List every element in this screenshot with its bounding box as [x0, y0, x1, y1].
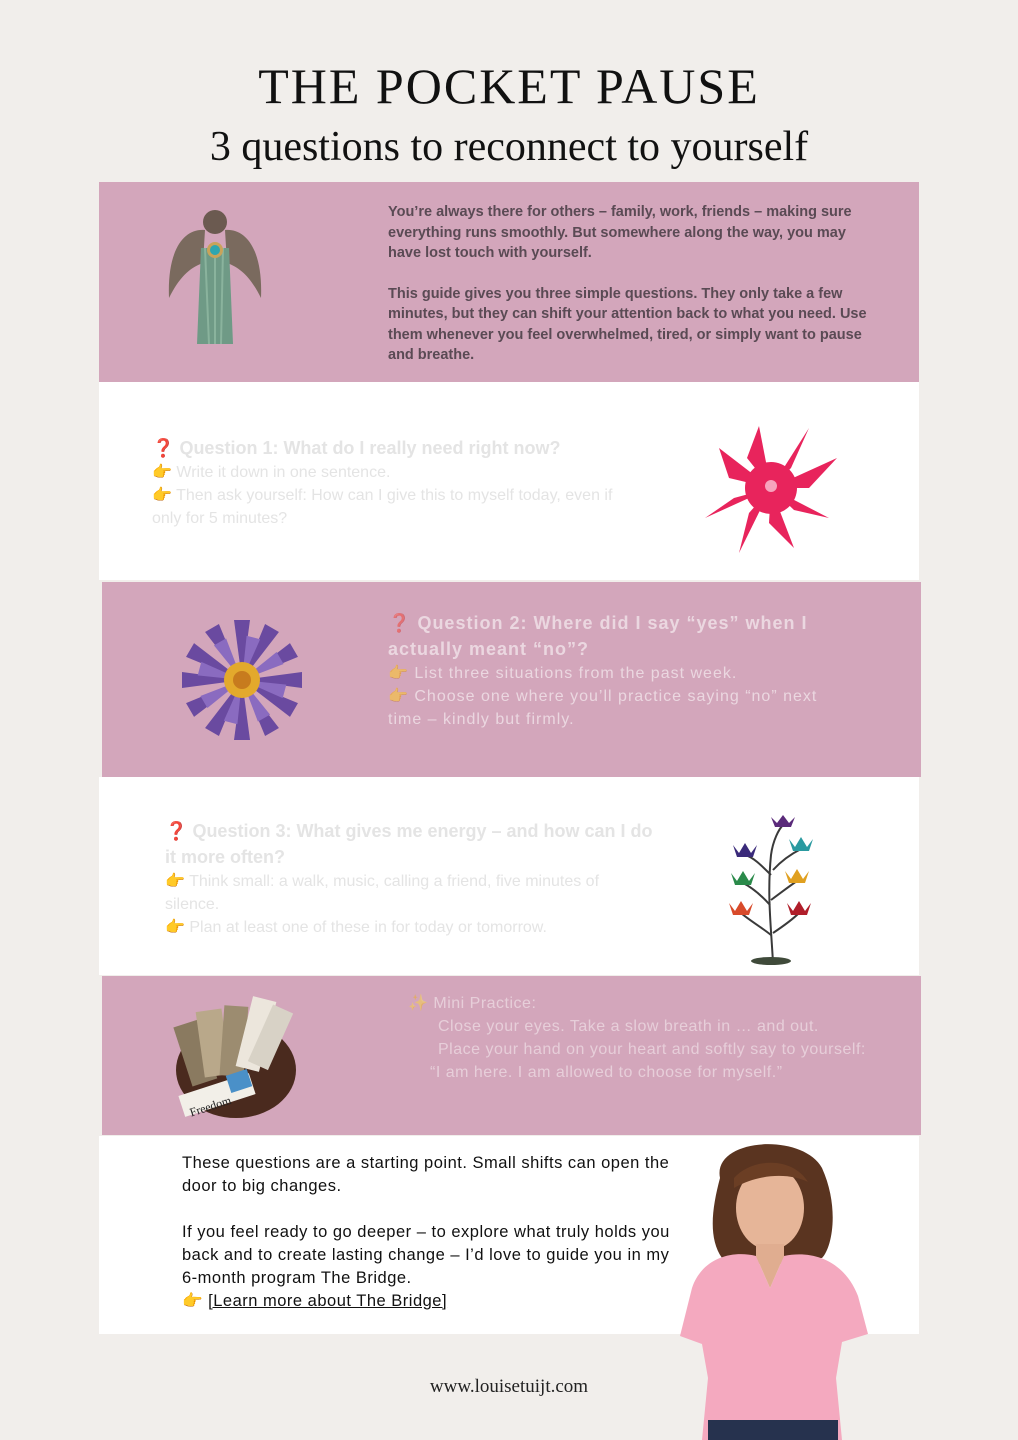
pointing-hand-icon: 👉	[388, 665, 409, 682]
mini-practice-quote: “I am here. I am allowed to choose for myself.”	[430, 1064, 783, 1081]
learn-more-link[interactable]: [Learn more about The Bridge]	[208, 1292, 448, 1310]
pointing-hand-icon: 👉	[182, 1292, 204, 1310]
sparkle-icon: ✨	[408, 995, 429, 1012]
question-1-title: ❓ Question 1: What do I really need right now?	[152, 438, 561, 458]
website-url: www.louisetuijt.com	[429, 1376, 589, 1397]
intro-paragraph-1: You’re always there for others – family, work, friends – making sure everything runs smoothly. But somewhere along the way, you may have lost touch with yourself.	[388, 204, 852, 261]
mini-practice-line-1: Close your eyes. Take a slow breath in … and out.	[438, 1018, 819, 1035]
page-subtitle: 3 questions to reconnect to yourself	[209, 124, 809, 170]
question-mark-icon: ❓	[165, 821, 188, 841]
closing-paragraph-2: If you feel ready to go deeper – to explore what truly holds you back and to create lasting change – I’d love to guide you in my 6-month program The Bridge.	[182, 1223, 670, 1287]
question-mark-icon: ❓	[388, 613, 412, 633]
question-mark-icon: ❓	[152, 438, 175, 458]
question-2-line-2: 👉 Choose one where you’ll practice saying “no” next time – kindly but firmly.	[388, 688, 818, 728]
closing-paragraph-1: These questions are a starting point. Small shifts can open the door to big changes.	[182, 1154, 670, 1195]
pointing-hand-icon: 👉	[152, 464, 172, 481]
question-2-line-1: 👉 List three situations from the past week.	[388, 665, 738, 682]
mini-practice-section	[102, 976, 921, 1135]
question-1-line-1: 👉 Write it down in one sentence.	[152, 464, 391, 481]
pointing-hand-icon: 👉	[165, 919, 185, 936]
lotus-tree-icon	[721, 815, 825, 967]
pointing-hand-icon: 👉	[165, 873, 185, 890]
pointing-hand-icon: 👉	[388, 688, 409, 705]
pointing-hand-icon: 👉	[152, 487, 172, 504]
angel-figurine-icon	[165, 208, 265, 348]
question-3-section	[99, 777, 919, 975]
purple-lotus-icon	[178, 616, 306, 744]
question-3-line-2: 👉 Plan at least one of these in for today or tomorrow.	[165, 919, 547, 936]
question-3-line-1: 👉 Think small: a walk, music, calling a friend, five minutes of silence.	[165, 873, 600, 913]
question-1-section	[99, 382, 919, 580]
learn-more-row	[182, 1290, 682, 1313]
cards-bowl-icon	[160, 992, 300, 1122]
intro-paragraph-2: This guide gives you three simple questions. They only take a few minutes, but they can shift your attention back to what you need. Use them whenever you feel overwhelmed, tired, or simply want to pause and breathe.	[388, 285, 867, 363]
pink-flower-icon	[699, 418, 844, 558]
intro-section	[99, 182, 919, 382]
question-3-title: ❓ Question 3: What gives me energy – and how can I do it more often?	[165, 821, 653, 867]
freedom-card-text: Freedom	[187, 1093, 233, 1120]
page-title: THE POCKET PAUSE	[258, 58, 760, 114]
mini-practice-line-2: Place your hand on your heart and softly say to yourself:	[438, 1041, 866, 1058]
question-2-title: ❓ Question 2: Where did I say “yes” when I actually meant “no”?	[388, 613, 808, 659]
mini-practice-label: ✨ Mini Practice:	[408, 995, 537, 1012]
question-1-line-2: 👉 Then ask yourself: How can I give this to myself today, even if only for 5 minutes?	[152, 487, 613, 527]
question-2-section	[102, 582, 921, 777]
